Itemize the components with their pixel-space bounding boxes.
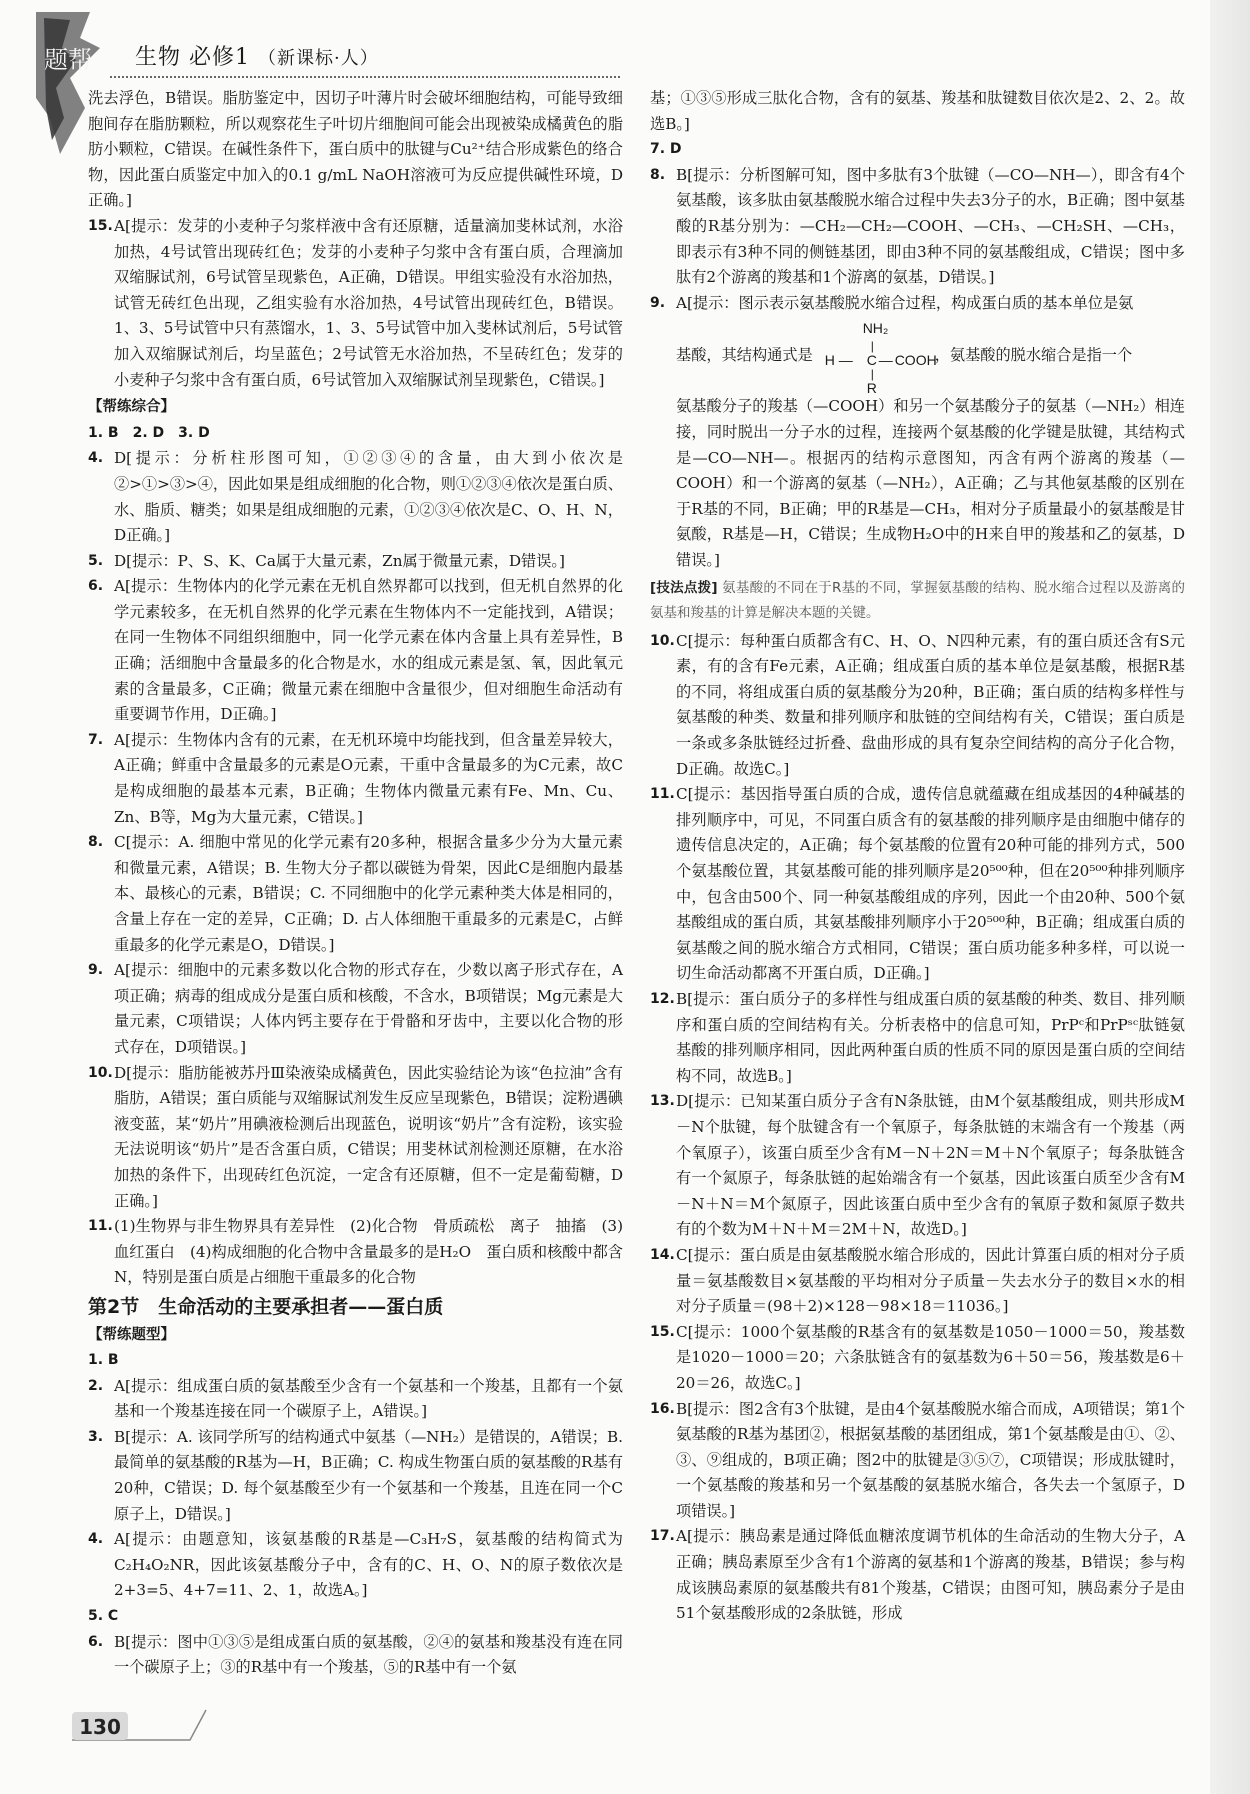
short-answers: 7. D [650, 141, 682, 158]
answer-text: C[提示：基因指导蛋白质的合成，遗传信息就蕴藏在组成基因的4种碱基的排列顺序中，可见，不同蛋白质含有的氨基酸的排列顺序是由细胞中储存的遗传信息决定的，A正确；每个氨基酸的位置有20种可能的排列方式，500个氨基酸位置，其氨基酸可能的排列顺序是20⁵⁰⁰种，但在20⁵⁰⁰种排列顺序中，包含由500个、同一种氨基酸组成的序列，因此一个由20种、500个氨基酸组成的蛋白质，其氨基酸排列顺序小于20⁵⁰⁰种，B正确；组成蛋白质的氨基酸之间的脱水缩合方式相同，C错误；蛋白质功能多种多样，可以说一切生命活动都离不开蛋白质，D正确。] [676, 785, 1185, 983]
answer-text: D[提示：脂肪能被苏丹Ⅲ染液染成橘黄色，因此实验结论为该“色拉油”含有脂肪，A错误；蛋白质能与双缩脲试剂发生反应呈现紫色，B错误；淀粉遇碘液变蓝，某“奶片”用碘液检测后出现蓝色，说明该“奶片”含有淀粉，该实验无法说明该“奶片”是否含蛋白质，C错误；用斐林试剂检测还原糖，在水浴加热的条件下，出现砖红色沉淀，一定含有还原糖，但不一定是葡萄糖，D正确。] [114, 1063, 623, 1210]
chapter-title: 第2节 生命活动的主要承担者——蛋白质 [88, 1295, 444, 1318]
logo-text: 题帮 [44, 46, 92, 74]
answer-number: 4. [88, 450, 104, 467]
answer-number: 10. [88, 1064, 113, 1081]
answer-text: C[提示：1000个氨基酸的R基含有的氨基数是1050－1000＝50，羧基数是1020－1000＝20；六条肽链含有的氨基数为6＋50＝56，羧基数是6＋20＝26，故选C。] [676, 1322, 1185, 1392]
answer-number: 15. [650, 1323, 675, 1340]
answer-number: 9. [88, 962, 104, 979]
answer-item [88, 1061, 623, 1215]
answer-item [88, 1425, 623, 1527]
page-number-badge [70, 1706, 210, 1742]
answer-item [88, 1374, 623, 1425]
answer-number: 11. [650, 786, 675, 803]
short-answers: 1. B 2. D 3. D [88, 424, 210, 441]
answer-continued: 洗去浮色，B错误。脂肪鉴定中，因切子叶薄片时会破坏细胞结构，可能导致细胞间存在脂肪颗粒，所以观察花生子叶切片细胞间可能会出现被染成橘黄色的脂肪小颗粒，C错误。在碱性条件下，蛋白质中的肽键与Cu²⁺结合形成紫色的络合物，因此蛋白质鉴定中加入的0.1 g/mL NaOH溶液可为反应提供碱性环境，D正确。] [88, 89, 623, 210]
answer-item [650, 782, 1185, 987]
answer-text: C[提示：每种蛋白质都含有C、H、O、N四种元素，有的蛋白质还含有S元素，有的含有Fe元素，A正确；组成蛋白质的基本单位是氨基酸，根据R基的不同，将组成蛋白质的氨基酸分为20种，B正确；蛋白质的结构多样性与氨基酸的种类、数量和排列顺序和肽链的空间结构有关，C错误；蛋白质是一条或多条肽链经过折叠、盘曲形成的具有复杂空间结构的高分子化合物，D正确。故选C。] [676, 631, 1185, 778]
header-edition: （新课标·人） [258, 48, 379, 69]
answer-number: 15. [88, 217, 113, 234]
answer-number: 16. [650, 1400, 675, 1417]
bond-right: — [878, 352, 893, 369]
header [135, 40, 379, 71]
header-title: 生物 必修1 [135, 45, 250, 70]
answer-text: A[提示：生物体内含有的元素，在无机环境中均能找到，但含量差异较大，A正确；鲜重中含量最多的元素是O元素，干重中含量最多的为C元素，故C是构成细胞的最基本元素，B正确；生物体内微量元素有Fe、Mn、Cu、Zn、B等，Mg为大量元素，C错误。] [114, 730, 623, 826]
bond-vertical-top: | [870, 339, 874, 354]
answer-item [650, 987, 1185, 1089]
answer-text: D[提示：P、S、K、Ca属于大量元素，Zn属于微量元素，D错误。] [114, 551, 565, 570]
answer-item [650, 1243, 1185, 1320]
amino-acid-formula-line [676, 316, 1185, 397]
answer-item [88, 830, 623, 958]
answer-number: 9. [650, 294, 666, 311]
tips-text: 氨基酸的不同在于R基的不同，掌握氨基酸的结构、脱水缩合过程以及游离的氨基和羧基的计算是解决本题的关键。 [650, 579, 1186, 622]
formula-lead-text: 基酸，其结构通式是 [676, 345, 813, 364]
answer-number: 8. [650, 166, 666, 183]
answer-number: 4. [88, 1531, 104, 1548]
formula-r: R [866, 380, 877, 397]
answer-text: B[提示：A. 该同学所写的结构通式中氨基（—NH₂）是错误的，A错误；B. 最简单的氨基酸的R基为—H，B正确；C. 构成生物蛋白质的氨基酸的R基有20种，C错误；D. 每个氨基酸至少有一个氨基和一个羧基，且连在同一个C原子上，D错误。] [114, 1427, 623, 1523]
tips-label: [技法点拨] [650, 579, 718, 596]
answer-item [650, 1524, 1185, 1626]
answer-item [88, 549, 623, 575]
answer-number: 3. [88, 1428, 104, 1445]
answer-text: A[提示：图示表示氨基酸脱水缩合过程，构成蛋白质的基本单位是氨 [676, 293, 1134, 312]
answer-text: A[提示：组成蛋白质的氨基酸至少含有一个氨基和一个羧基，且都有一个氨基和一个羧基连接在同一个碳原子上，A错误。] [114, 1376, 623, 1421]
answer-number: 12. [650, 991, 675, 1007]
page-number: 130 [79, 1715, 121, 1739]
answer-item [88, 728, 623, 830]
page-fold-shadow [1210, 0, 1250, 1794]
answer-text: B[提示：图2含有3个肽键，是由4个氨基酸脱水缩合而成，A项错误；第1个氨基酸的R基为基团②，根据氨基酸的基团组成，第1个氨基酸是由①、②、③、⑨组成的，B项正确；图2中的肽键是③⑤⑦，C项错误；形成肽键时，一个氨基酸的羧基和另一个氨基酸的氨基脱水缩合，各失去一个氢原子，D项错误。] [676, 1399, 1185, 1520]
answer-item [88, 1630, 623, 1681]
answer-item [88, 1527, 623, 1604]
answer-number: 11. [88, 1218, 113, 1235]
formula-nh2: NH₂ [862, 320, 889, 337]
answer-text: B[提示：图中①③⑤是组成蛋白质的氨基酸，②④的氨基和羧基没有连在同一个碳原子上；③的R基中有一个羧基，⑤的R基中有一个氨 [114, 1632, 623, 1677]
answer-item [88, 958, 623, 1060]
answer-text: A[提示：由题意知，该氨基酸的R基是—C₃H₇S，氨基酸的结构简式为C₂H₄O₂NR，因此该氨基酸分子中，含有的C、H、O、N的原子数依次是2+3=5、4+7=11、2、1，故选A。] [114, 1530, 623, 1600]
answer-item [650, 629, 1185, 783]
answer-text: (1)生物界与非生物界具有差异性 (2)化合物 骨质疏松 离子 抽搐 (3)血红蛋白 (4)构成细胞的化合物中含量最多的是H₂O 蛋白质和核酸中都含N，特别是蛋白质是占细胞干重最多的化合物 [114, 1217, 623, 1287]
short-answers: 5. C [88, 1608, 119, 1625]
short-answers: 1. B [88, 1352, 119, 1369]
formula-h: H [824, 352, 835, 369]
left-column [88, 86, 623, 1681]
method-tips [650, 576, 1185, 627]
section-heading: 【帮练题型】 [88, 1326, 175, 1343]
answer-number: 10. [650, 632, 675, 649]
formula-trail-text: ，氨基酸的脱水缩合是指一个 [934, 345, 1133, 364]
bond-vertical-bottom: | [870, 367, 874, 382]
answer-number: 6. [88, 1633, 104, 1650]
answer-text: A[提示：胰岛素是通过降低血糖浓度调节机体的生命活动的生物大分子，A正确；胰岛素原至少含有1个游离的氨基和1个游离的羧基，B错误；参与构成该胰岛素原的氨基酸共有81个羧基，C错误；由图可知，胰岛素分子是由51个氨基酸形成的2条肽链，形成 [676, 1527, 1185, 1623]
answer-item [88, 1214, 623, 1291]
formula-cooh: COOH [894, 352, 937, 369]
bond-left: — [838, 352, 853, 369]
answer-text: C[提示：蛋白质是由氨基酸脱水缩合形成的，因此计算蛋白质的相对分子质量＝氨基酸数目×氨基酸的平均相对分子质量－失去水分子的数目×水的相对分子质量＝(98＋2)×128－98×18＝11036。] [676, 1245, 1185, 1316]
answer-number: 5. [88, 552, 104, 569]
answer-number: 13. [650, 1093, 675, 1110]
answer-text: C[提示：A. 细胞中常见的化学元素有20多种，根据含量多少分为大量元素和微量元素，A错误；B. 生物大分子都以碳链为骨架，因此C是细胞内最基本、最核心的元素，B错误；C. 不同细胞中的化学元素种类大体是相同的，含量上存在一定的差异，C正确；D. 占人体细胞干重最多的元素是C，占鲜重最多的化学元素是O，D错误。] [114, 833, 623, 954]
answer-item [650, 1089, 1185, 1243]
answer-text: A[提示：发芽的小麦种子匀浆样液中含有还原糖，适量滴加斐林试剂，水浴加热，4号试管出现砖红色；发芽的小麦种子匀浆中含有蛋白质，合理滴加双缩脲试剂，6号试管呈现紫色，A正确，D错误。甲组实验没有水浴加热，试管无砖红色出现，乙组实验有水浴加热，4号试管出现砖红色，B错误。1、3、5号试管中只有蒸馏水，1、3、5号试管中加入斐林试剂后，5号试管加入双缩脲试剂后，均呈蓝色；2号试管无水浴加热，不呈砖红色；发芽的小麦种子匀浆中含有蛋白质，6号试管加入双缩脲试剂呈现紫色，C错误。] [114, 216, 623, 389]
answer-number: 14. [650, 1246, 675, 1263]
answer-text: B[提示：分析图解可知，图中多肽有3个肽键（—CO—NH—），即含有4个氨基酸，该多肽由氨基酸脱水缩合过程中失去3分子的水，B正确；图中氨基酸的R基分别为：—CH₂—CH₂—COOH、—CH₃、—CH₂SH、—CH₃，即表示有3种不同的侧链基团，即由3种不同的氨基酸组成，C错误；图中多肽有2个游离的羧基和1个游离的氨基，D错误。] [676, 165, 1185, 287]
answer-number: 8. [88, 834, 104, 851]
answer-item [650, 291, 1185, 574]
answer-item [650, 1320, 1185, 1397]
right-column [650, 86, 1185, 1627]
answer-item [88, 214, 623, 393]
answer-text: A[提示：生物体内的化学元素在无机自然界都可以找到，但无机自然界的化学元素较多，在无机自然界的化学元素在生物体内不一定能找到，A错误；在同一生物体不同组织细胞中，同一化学元素在体内含量上具有差异性，B正确；活细胞中含量最多的化合物是水，水的组成元素是氢、氧，因此氧元素的含量最多，C正确；微量元素在细胞中含量很少，但对细胞生命活动有重要调节作用，D正确。] [114, 577, 623, 724]
amino-acid-structure [819, 316, 937, 397]
answer-text: D[提示：已知某蛋白质分子含有N条肽链，由M个氨基酸组成，则共形成M－N个肽键，每个肽键含有一个氧原子，每条肽链的末端含有一个羧基（两个氧原子），该蛋白质至少含有M－N＋2N＝M＋N个氧原子；每条肽链含有一个氮原子，每条肽链的起始端含有一个氨基，因此该蛋白质至少含有M－N＋N＝M个氮原子，因此该蛋白质中至少含有的氧原子数和氮原子数共有的个数为M＋N＋M＝2M＋N，故选D。] [676, 1092, 1185, 1239]
answer-item [88, 574, 623, 728]
formula-c: C [866, 352, 877, 369]
answer-number: 7. [88, 731, 104, 748]
answer-number: 2. [88, 1377, 104, 1394]
answer-item [650, 1397, 1185, 1525]
answer-text: 氨基酸分子的羧基（—COOH）和另一个氨基酸分子的氨基（—NH₂）相连接，同时脱出一分子水的过程，连接两个氨基酸的化学键是肽键，其结构式是—CO—NH—。根据丙的结构示意图知，丙含有两个游离的羧基（—COOH）和一个游离的氨基（—NH₂），A正确；乙与其他氨基酸的区别在于R基的不同，B正确；甲的R基是—CH₃，相对分子质量最小的氨基酸是甘氨酸，R基是—H，C错误；生成物H₂O中的H来自甲的羧基和乙的氨基，D错误。] [676, 397, 1185, 569]
answer-text: D[提示：分析柱形图可知，①②③④的含量，由大到小依次是②>①>③>④，因此如果是组成细胞的化合物，则①②③④依次是蛋白质、水、脂质、糖类；如果是组成细胞的元素，①②③④依次是C、O、H、N，D正确。] [114, 449, 623, 545]
answer-text: A[提示：细胞中的元素多数以化合物的形式存在，少数以离子形式存在，A项正确；病毒的组成成分是蛋白质和核酸，不含水，B项错误；Mg元素是大量元素，C项错误；人体内钙主要存在于骨骼和牙齿中，主要以化合物的形式存在，D项错误。] [114, 961, 623, 1056]
answer-number: 17. [650, 1528, 675, 1545]
answer-text: B[提示：蛋白质分子的多样性与组成蛋白质的氨基酸的种类、数目、排列顺序和蛋白质的空间结构有关。分析表格中的信息可知，PrPᶜ和PrPˢᶜ肽链氨基酸的排列顺序相同，因此两种蛋白质的性质不同的原因是蛋白质的空间结构不同，故选B。] [676, 990, 1185, 1085]
section-heading: 【帮练综合】 [88, 399, 175, 416]
answer-number: 6. [88, 578, 104, 595]
answer-item [650, 163, 1185, 291]
answer-item [88, 446, 623, 548]
answer-continued: 基；①③⑤形成三肽化合物，含有的氨基、羧基和肽键数目依次是2、2、2。故选B。] [650, 89, 1185, 133]
header-divider [110, 76, 620, 78]
